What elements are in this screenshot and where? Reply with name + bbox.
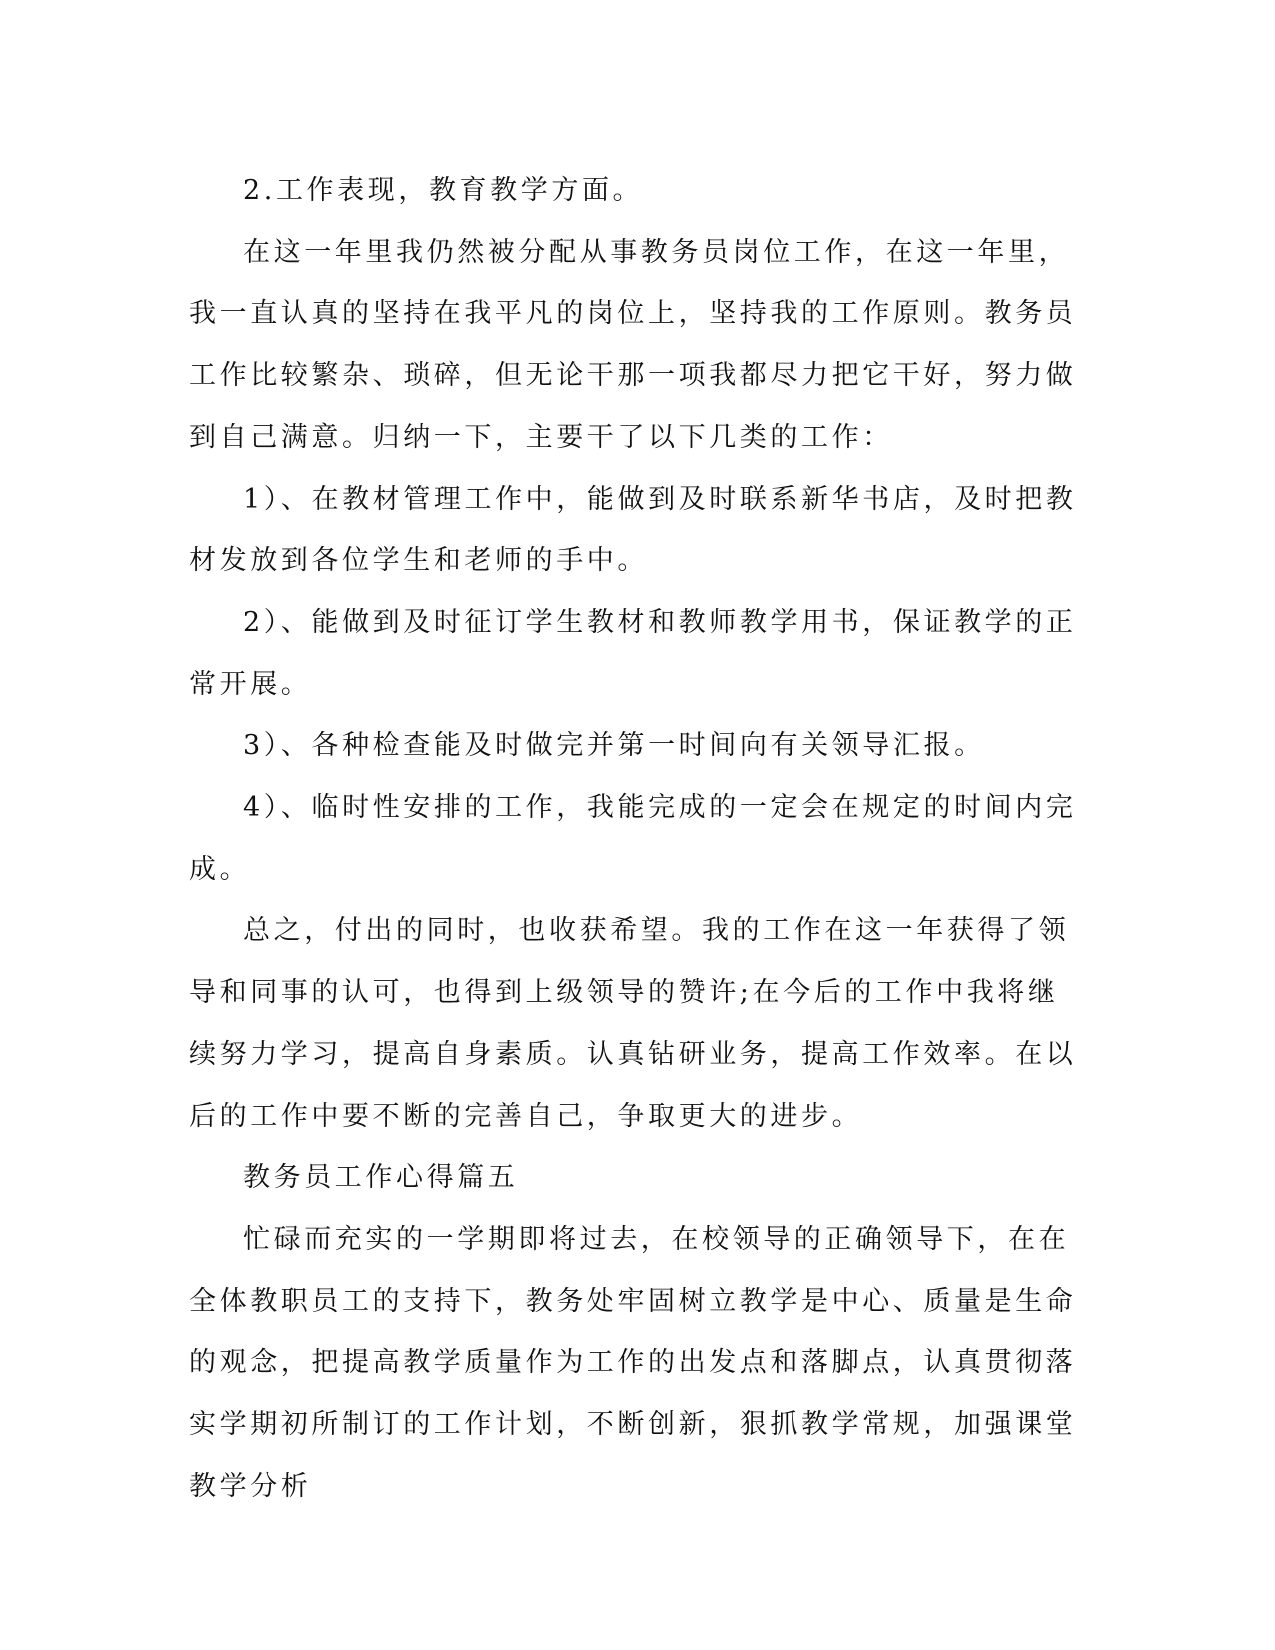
list-item: 3）、各种检查能及时做完并第一时间向有关领导汇报。 [243,730,985,762]
section-heading: 2.工作表现，教育教学方面。 [243,175,644,206]
list-item: 1）、在教材管理工作中，能做到及时联系新华书店，及时把教材发放到各位学生和老师的手中。 [189,483,1077,577]
paragraph: 忙碌而充实的一学期即将过去，在校领导的正确领导下，在在全体教职员工的支持下，教务处牢固树立教学是中心、质量是生命的观念，把提高教学质量作为工作的出发点和落脚点，认真贯彻落实学期初所制订的工作计划，不断创新，狠抓教学常规，加强课堂教学分析 [189,1223,1077,1502]
paragraph: 在这一年里我仍然被分配从事教务员岗位工作，在这一年里，我一直认真的坚持在我平凡的岗位上，坚持我的工作原则。教务员工作比较繁杂、琐碎，但无论干那一项我都尽力把它干好，努力做到自己满意。归纳一下，主要干了以下几类的工作： [189,236,1077,453]
section-title: 教务员工作心得篇五 [243,1162,519,1194]
list-item: 4）、临时性安排的工作，我能完成的一定会在规定的时间内完成。 [189,792,1077,885]
list-item: 2）、能做到及时征订学生教材和教师教学用书，保证教学的正常开展。 [189,606,1077,700]
paragraph: 总之，付出的同时，也收获希望。我的工作在这一年获得了领导和同事的认可，也得到上级领导的赞许;在今后的工作中我将继续努力学习，提高自身素质。认真钻研业务，提高工作效率。在以后的工作中要不断的完善自己，争取更大的进步。 [189,915,1077,1132]
document-body [189,160,1081,1517]
